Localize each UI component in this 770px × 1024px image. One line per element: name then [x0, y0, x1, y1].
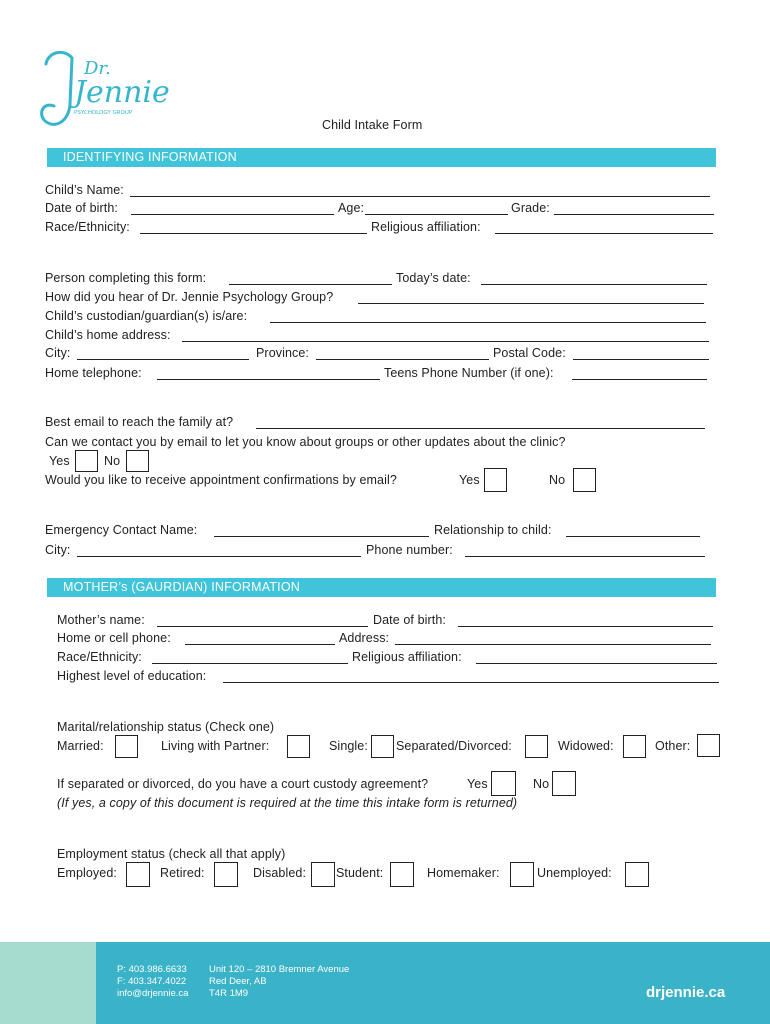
- relationship-field[interactable]: [566, 536, 700, 537]
- logo-dr: Dr.: [84, 58, 111, 79]
- other-label: Other:: [655, 739, 691, 753]
- disabled-checkbox[interactable]: [311, 862, 335, 887]
- homemaker-label: Homemaker:: [427, 866, 500, 880]
- religion-field[interactable]: [495, 233, 713, 234]
- mother-address-label: Address:: [339, 631, 390, 645]
- footer-phone: P: 403.986.6633: [117, 964, 187, 975]
- mother-dob-field[interactable]: [458, 626, 713, 627]
- best-email-field[interactable]: [256, 428, 705, 429]
- phone-number-field[interactable]: [465, 556, 705, 557]
- child-name-label: Child’s Name:: [45, 183, 124, 197]
- mother-phone-field[interactable]: [185, 644, 335, 645]
- homemaker-checkbox[interactable]: [510, 862, 534, 887]
- home-address-label: Child’s home address:: [45, 328, 171, 342]
- todays-date-field[interactable]: [481, 284, 707, 285]
- custody-no-label: No: [533, 777, 550, 791]
- mother-race-field[interactable]: [152, 663, 348, 664]
- footer-address-1: Unit 120 – 2810 Bremner Avenue: [209, 964, 350, 975]
- living-label: Living with Partner:: [161, 739, 270, 753]
- custody-no-checkbox[interactable]: [552, 771, 576, 796]
- married-checkbox[interactable]: [115, 735, 138, 758]
- footer-email[interactable]: info@drjennie.ca: [117, 988, 189, 999]
- disabled-label: Disabled:: [253, 866, 307, 880]
- contact-yes-checkbox[interactable]: [75, 450, 98, 472]
- section-identifying-label: IDENTIFYING INFORMATION: [63, 150, 237, 164]
- child-name-field[interactable]: [130, 196, 710, 197]
- single-checkbox[interactable]: [371, 735, 394, 758]
- contact-no-checkbox[interactable]: [126, 450, 149, 472]
- emergency-name-field[interactable]: [214, 536, 429, 537]
- widowed-label: Widowed:: [558, 739, 614, 753]
- employment-question: Employment status (check all that apply): [57, 847, 286, 861]
- emergency-city-label: City:: [45, 543, 71, 557]
- student-label: Student:: [336, 866, 384, 880]
- section-mother-label: MOTHER’s (GAURDIAN) INFORMATION: [63, 580, 300, 594]
- grade-label: Grade:: [511, 201, 550, 215]
- mother-race-label: Race/Ethnicity:: [57, 650, 142, 664]
- section-identifying: [47, 148, 716, 167]
- living-checkbox[interactable]: [287, 735, 310, 758]
- separated-label: Separated/Divorced:: [396, 739, 512, 753]
- marital-question: Marital/relationship status (Check one): [57, 720, 275, 734]
- city-label: City:: [45, 346, 71, 360]
- dob-field[interactable]: [131, 214, 334, 215]
- how-hear-label: How did you hear of Dr. Jennie Psychology Group?: [45, 290, 334, 304]
- teens-phone-label: Teens Phone Number (if one):: [384, 366, 554, 380]
- mother-dob-label: Date of birth:: [373, 613, 446, 627]
- age-field[interactable]: [365, 214, 508, 215]
- other-checkbox[interactable]: [697, 734, 720, 757]
- unemployed-label: Unemployed:: [537, 866, 612, 880]
- mother-address-field[interactable]: [395, 644, 711, 645]
- section-mother: [47, 578, 716, 597]
- postal-label: Postal Code:: [493, 346, 566, 360]
- postal-field[interactable]: [573, 359, 709, 360]
- employed-label: Employed:: [57, 866, 117, 880]
- relationship-label: Relationship to child:: [434, 523, 552, 537]
- logo-mark: [34, 44, 174, 134]
- mother-name-field[interactable]: [157, 626, 368, 627]
- province-label: Province:: [256, 346, 310, 360]
- mother-education-field[interactable]: [223, 682, 719, 683]
- best-email-label: Best email to reach the family at?: [45, 415, 234, 429]
- home-phone-field[interactable]: [157, 379, 380, 380]
- person-completing-label: Person completing this form:: [45, 271, 207, 285]
- how-hear-field[interactable]: [358, 303, 704, 304]
- appt-no-checkbox[interactable]: [573, 468, 596, 492]
- single-label: Single:: [329, 739, 368, 753]
- todays-date-label: Today’s date:: [396, 271, 471, 285]
- custodian-field[interactable]: [270, 322, 706, 323]
- age-label: Age:: [338, 201, 365, 215]
- person-completing-field[interactable]: [229, 284, 392, 285]
- married-label: Married:: [57, 739, 104, 753]
- custody-note: (If yes, a copy of this document is required at the time this intake form is returned): [57, 796, 518, 810]
- footer-fax: F: 403.347.4022: [117, 976, 187, 987]
- footer-address-3: T4R 1M9: [209, 988, 249, 999]
- race-field[interactable]: [140, 233, 367, 234]
- teens-phone-field[interactable]: [572, 379, 707, 380]
- appt-email-question: Would you like to receive appointment confirmations by email?: [45, 473, 397, 487]
- employed-checkbox[interactable]: [126, 862, 150, 887]
- mother-phone-label: Home or cell phone:: [57, 631, 171, 645]
- mother-education-label: Highest level of education:: [57, 669, 207, 683]
- custody-question: If separated or divorced, do you have a court custody agreement?: [57, 777, 429, 791]
- contact-yes-label: Yes: [49, 454, 70, 468]
- logo-sub: PSYCHOLOGY GROUP: [74, 110, 133, 116]
- footer-mint-block: [0, 942, 96, 1024]
- footer: [0, 942, 770, 1024]
- widowed-checkbox[interactable]: [623, 735, 646, 758]
- race-label: Race/Ethnicity:: [45, 220, 130, 234]
- footer-address-2: Red Deer, AB: [209, 976, 267, 987]
- home-address-field[interactable]: [182, 341, 709, 342]
- appt-yes-label: Yes: [459, 473, 480, 487]
- retired-checkbox[interactable]: [214, 862, 238, 887]
- separated-checkbox[interactable]: [525, 735, 548, 758]
- mother-name-label: Mother’s name:: [57, 613, 145, 627]
- form-title: Child Intake Form: [322, 118, 423, 132]
- logo-name: Jennie: [74, 75, 170, 110]
- city-field[interactable]: [77, 359, 249, 360]
- emergency-city-field[interactable]: [77, 556, 361, 557]
- contact-email-question: Can we contact you by email to let you know about groups or other updates about the clinic?: [45, 435, 566, 449]
- province-field[interactable]: [316, 359, 489, 360]
- footer-website[interactable]: drjennie.ca: [646, 984, 726, 1001]
- religion-label: Religious affiliation:: [371, 220, 481, 234]
- student-checkbox[interactable]: [390, 862, 414, 887]
- dob-label: Date of birth:: [45, 201, 118, 215]
- custody-yes-label: Yes: [467, 777, 488, 791]
- unemployed-checkbox[interactable]: [625, 862, 649, 887]
- mother-religion-label: Religious affiliation:: [352, 650, 462, 664]
- custodian-label: Child’s custodian/guardian(s) is/are:: [45, 309, 248, 323]
- appt-yes-checkbox[interactable]: [484, 468, 507, 492]
- retired-label: Retired:: [160, 866, 205, 880]
- home-phone-label: Home telephone:: [45, 366, 142, 380]
- mother-religion-field[interactable]: [476, 663, 717, 664]
- emergency-name-label: Emergency Contact Name:: [45, 523, 198, 537]
- phone-number-label: Phone number:: [366, 543, 453, 557]
- contact-no-label: No: [104, 454, 121, 468]
- grade-field[interactable]: [554, 214, 714, 215]
- appt-no-label: No: [549, 473, 566, 487]
- logo: [34, 44, 174, 134]
- custody-yes-checkbox[interactable]: [491, 771, 516, 796]
